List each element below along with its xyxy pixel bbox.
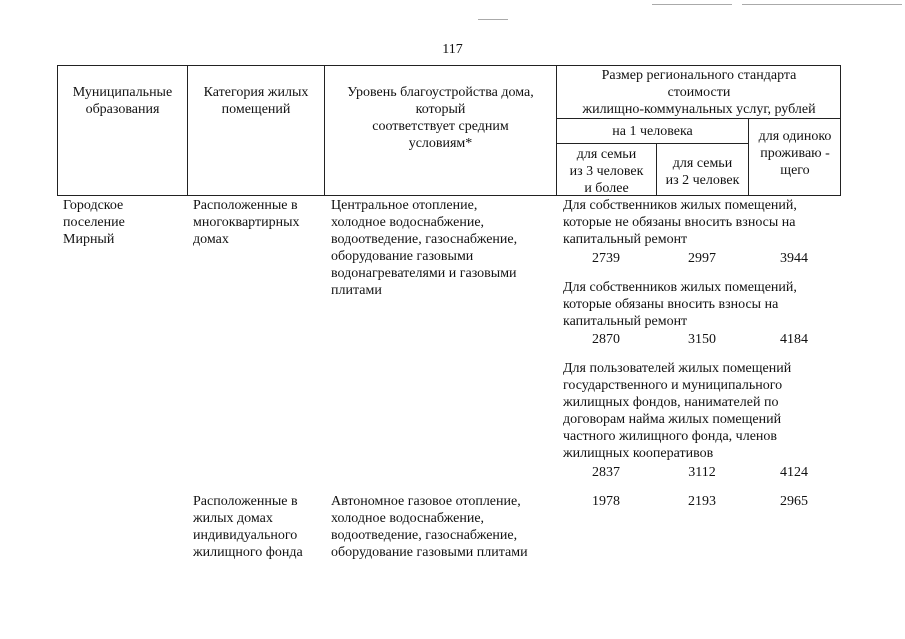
header-divider — [556, 143, 748, 144]
value-family-3: 2870 — [592, 332, 620, 347]
value-single: 3944 — [780, 251, 808, 266]
group-label: Для собственников жилых помещений, которые не обязаны вносить взносы на капитальный ремонт — [563, 198, 797, 247]
value-family-2: 3150 — [688, 332, 716, 347]
header-family-2: для семьи из 2 человек — [665, 156, 740, 188]
row-category: Расположенные в многоквартирных домах — [193, 198, 300, 247]
header-family-3: для семьи из 3 человек и более — [569, 147, 644, 196]
header-municipality: Муниципальные образования — [72, 85, 173, 117]
value-single: 4124 — [780, 465, 808, 480]
row-level: Автономное газовое отопление, холодное водоснабжение, водоотведение, газоснабжение, оборудование газовыми плитами — [331, 494, 528, 560]
value-single: 4184 — [780, 332, 808, 347]
value-family-2: 2193 — [688, 494, 716, 509]
scan-artifact — [478, 19, 508, 20]
header-category: Категория жилых помещений — [203, 85, 309, 117]
scan-artifact — [652, 4, 732, 5]
page-number: 117 — [442, 42, 463, 57]
value-family-3: 2739 — [592, 251, 620, 266]
value-family-3: 1978 — [592, 494, 620, 509]
header-per-person: на 1 человека — [612, 124, 693, 139]
header-single: для одиноко проживаю - щего — [758, 129, 832, 178]
value-family-2: 2997 — [688, 251, 716, 266]
value-family-3: 2837 — [592, 465, 620, 480]
value-single: 2965 — [780, 494, 808, 509]
header-standard-size: Размер регионального стандарта стоимости жилищно-коммунальных услуг, рублей — [582, 68, 816, 117]
scan-artifact — [742, 4, 902, 5]
header-level: Уровень благоустройства дома, который соответствует средним условиям* — [347, 85, 534, 151]
row-category: Расположенные в жилых домах индивидуального жилищного фонда — [193, 494, 303, 560]
row-municipality: Городское поселение Мирный — [63, 198, 125, 247]
group-label: Для собственников жилых помещений, которые обязаны вносить взносы на капитальный ремонт — [563, 280, 797, 329]
value-family-2: 3112 — [688, 465, 716, 480]
row-level: Центральное отопление, холодное водоснабжение, водоотведение, газоснабжение, оборудование газовыми водонагревателями и газовыми плитами — [331, 198, 518, 298]
group-label: Для пользователей жилых помещений государственного и муниципального жилищных фондов, нанимателей по договорам найма жилых помещений частного жилищного фонда, членов жилищных кооперативов — [563, 361, 792, 461]
header-divider — [556, 118, 841, 119]
